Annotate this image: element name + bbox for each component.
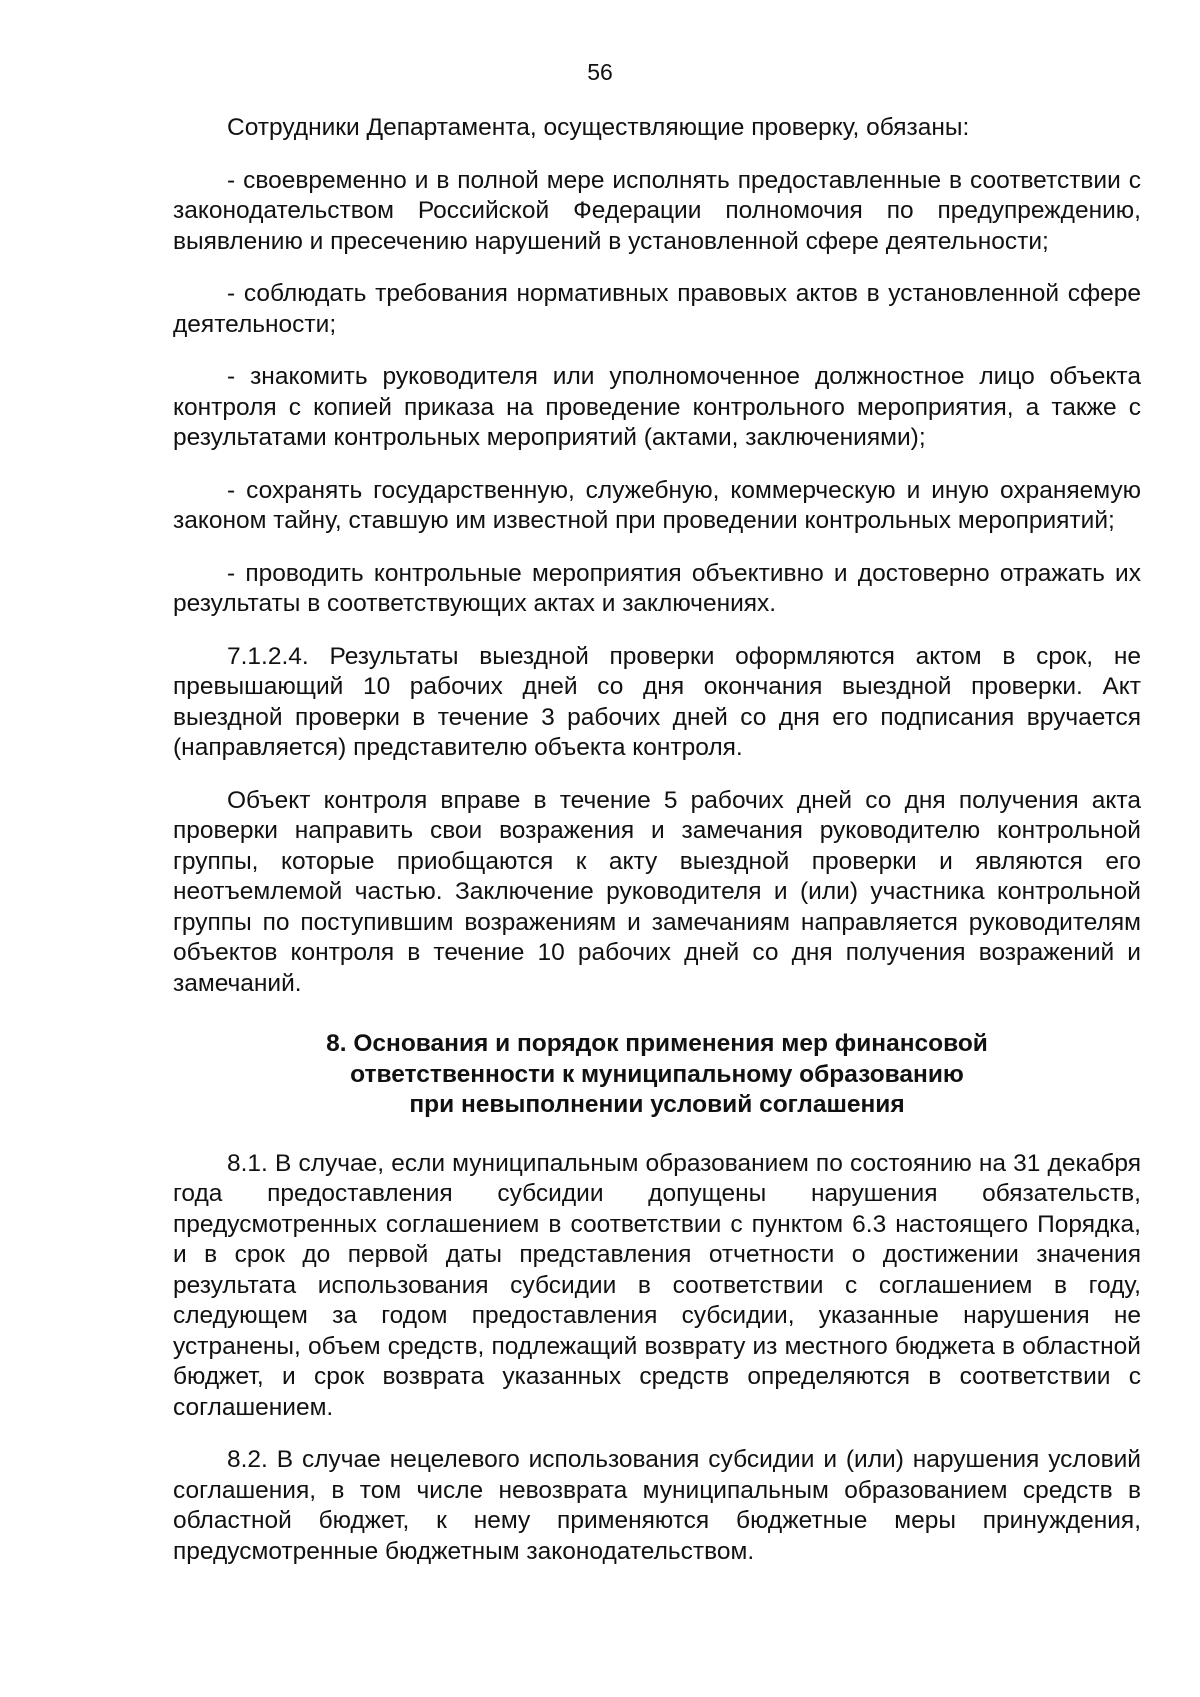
section-8-heading-line: 8. Основания и порядок применения мер финансовой [326, 1030, 988, 1057]
clause-8-1: 8.1. В случае, если муниципальным образованием по состоянию на 31 декабря года предоставления субсидии допущены нарушения обязательств, предусмотренных соглашением в соответствии с пунктом 6.3 настоящего Порядка, и в срок до первой даты представления отчетности о достижении значения результата использования субсидии в соответствии с соглашением в году, следующем за годом предоставления субсидии, указанные нарушения не устранены, объем средств, подлежащий возврату из местного бюджета в областной бюджет, и срок возврата указанных средств определяются в соответствии с соглашением. [173, 1149, 1141, 1421]
section-8-heading-line: при невыполнении условий соглашения [409, 1091, 905, 1118]
duty-item-objective-control: - проводить контрольные мероприятия объективно и достоверно отражать их результаты в соответствующих актах и заключениях. [173, 559, 1141, 617]
section-8-heading [173, 1029, 1141, 1121]
duty-item-timely-execution: - своевременно и в полной мере исполнять предоставленные в соответствии с законодательством Российской Федерации полномочия по предупреждению, выявлению и пресечению нарушений в установленной сфере деятельности; [173, 166, 1141, 255]
duty-item-familiarize-head: - знакомить руководителя или уполномоченное должностное лицо объекта контроля с копией приказа на проведение контрольного мероприятия, а также с результатами контрольных мероприятий (актами, заключениями); [173, 363, 1141, 451]
duties-intro: Сотрудники Департамента, осуществляющие проверку, обязаны: [227, 114, 970, 141]
duty-item-comply-requirements: - соблюдать требования нормативных правовых актов в установленной сфере деятельности; [173, 280, 1141, 338]
page-number: 56 [587, 59, 613, 85]
section-8-heading-line: ответственности к муниципальному образованию [350, 1060, 964, 1088]
clause-7-1-2-4: 7.1.2.4. Результаты выездной проверки оформляются актом в срок, не превышающий 10 рабочих дней со дня окончания выездной проверки. Акт выездной проверки в течение 3 рабочих дней со дня его подписания вручается (направляется) представителю объекта контроля. [173, 642, 1141, 761]
duty-item-keep-secret: - сохранять государственную, служебную, коммерческую и иную охраняемую законом тайну, ставшую им известной при проведении контрольных мероприятий; [173, 476, 1141, 534]
document-body [173, 113, 1141, 1567]
clause-8-2: 8.2. В случае нецелевого использования субсидии и (или) нарушения условий соглашения, в том числе невозврата муниципальным образованием средств в областной бюджет, к нему применяются бюджетные меры принуждения, предусмотренные бюджетным законодательством. [173, 1446, 1141, 1565]
objection-paragraph: Объект контроля вправе в течение 5 рабочих дней со дня получения акта проверки направить свои возражения и замечания руководителю контрольной группы, которые приобщаются к акту выездной проверки и являются его неотъемлемой частью. Заключение руководителя и (или) участника контрольной группы по поступившим возражениям и замечаниям направляется руководителям объектов контроля в течение 10 рабочих дней со дня получения возражений и замечаний. [173, 786, 1141, 997]
